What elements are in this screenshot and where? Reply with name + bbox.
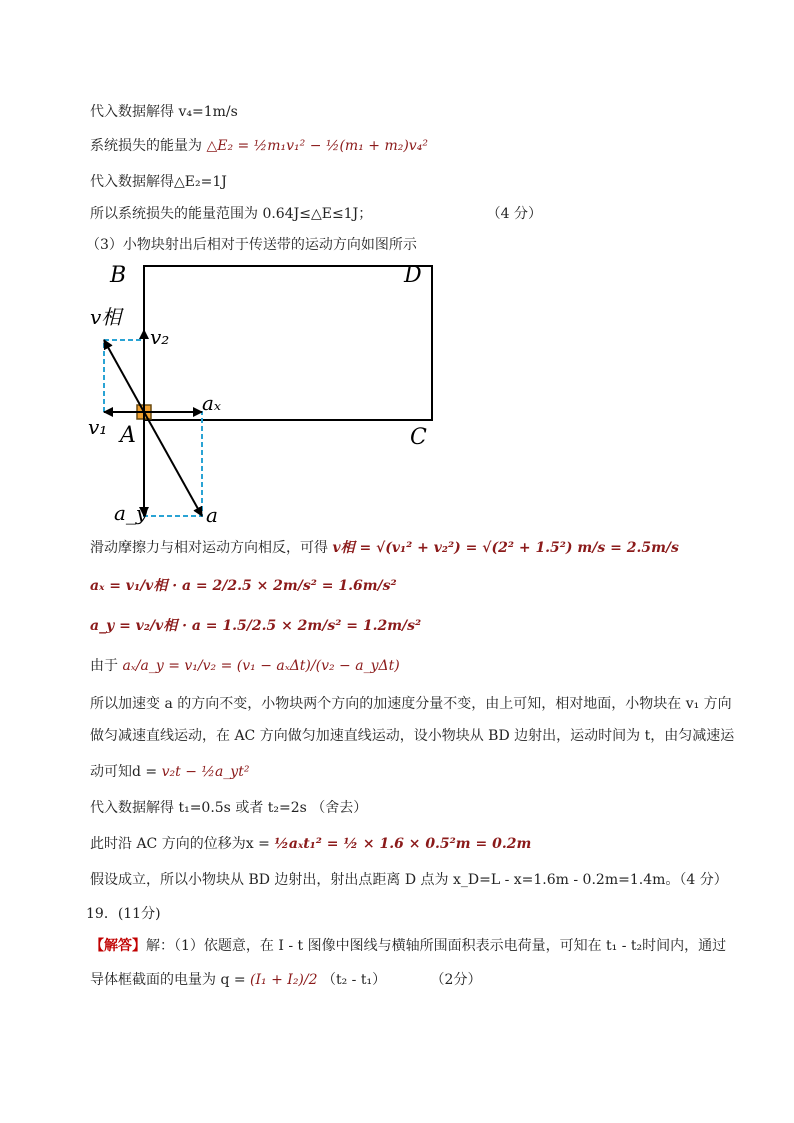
text-line-displacement-d: [90, 762, 249, 782]
a-arrow: [144, 412, 202, 516]
text-line-delta-e2: 代入数据解得△E₂=1J: [90, 174, 227, 190]
text-line-explanation-2: 做匀减速直线运动，在 AC 方向做匀加速直线运动，设小物块从 BD 边射出，运动时间为 t，由匀减速运: [90, 728, 735, 744]
label-b: B: [110, 263, 127, 288]
score-4: （4 分）: [486, 206, 543, 222]
motion-diagram: [84, 258, 444, 528]
charge-suffix: （t₂ - t₁）: [321, 972, 387, 988]
x-prefix: 此时沿 AC 方向的位移为x =: [90, 836, 270, 852]
text-line-ax: [90, 576, 397, 596]
ratio-formula: aₓ/a_y = v₁/v₂ = (v₁ − aₓΔt)/(v₂ − a_yΔt): [122, 658, 400, 674]
text-line-energy-loss: [90, 136, 428, 156]
energy-loss-label: 系统损失的能量为: [90, 138, 202, 154]
label-a-point: A: [120, 423, 136, 448]
label-d: D: [404, 263, 422, 288]
energy-loss-formula: △E₂ = ½m₁v₁² − ½(m₁ + m₂)v₄²: [206, 138, 428, 154]
label-ay: a_y: [114, 501, 148, 525]
text-line-ay: [90, 616, 421, 636]
conveyor-rectangle: [144, 266, 432, 420]
text-line-vrel: [90, 538, 679, 558]
label-a-vector: a: [206, 503, 218, 527]
text-line-v4: 代入数据解得 v₄=1m/s: [90, 104, 238, 120]
text-line-explanation-1: 所以加速变 a 的方向不变，小物块两个方向的加速度分量不变，由上可知，相对地面，小物块在 v₁ 方向: [90, 696, 732, 712]
text-line-answer-intro: [90, 936, 726, 956]
answer-intro-text: 解：（1）依题意，在 I - t 图像中图线与横轴所围面积表示电荷量，可知在 t₁ - t₂时间内，通过: [146, 938, 727, 954]
energy-range-text: 所以系统损失的能量范围为 0.64J≤△E≤1J；: [90, 206, 373, 222]
ratio-prefix: 由于: [90, 658, 118, 674]
ax-formula: aₓ = v₁/v相 · a = 2/2.5 × 2m/s² = 1.6m/s²: [90, 578, 397, 594]
x-formula: ½aₓt₁² = ½ × 1.6 × 0.5²m = 0.2m: [274, 836, 532, 852]
text-line-charge: [90, 970, 481, 990]
ay-formula: a_y = v₂/v相 · a = 1.5/2.5 × 2m/s² = 1.2m/s²: [90, 618, 422, 634]
text-line-time-solution: 代入数据解得 t₁=0.5s 或者 t₂=2s （舍去）: [90, 800, 368, 816]
d-prefix: 动可知d =: [90, 764, 158, 780]
text-line-ratio: [90, 656, 400, 676]
answer-tag: 【解答】: [90, 938, 146, 954]
text-line-part3: （3）小物块射出后相对于传送带的运动方向如图所示: [86, 237, 417, 253]
question-19-heading: 19．(11分): [86, 906, 161, 922]
label-c: C: [410, 425, 427, 450]
vrel-arrow: [104, 340, 144, 412]
label-v1: v₁: [88, 415, 108, 439]
text-line-conclusion: 假设成立，所以小物块从 BD 边射出，射出点距离 D 点为 x_D=L - x=1.6m - 0.2m=1.4m。（4 分）: [90, 872, 728, 888]
text-line-energy-range: [90, 204, 542, 224]
score-2: （2分）: [430, 972, 482, 988]
vrel-prefix: 滑动摩擦力与相对运动方向相反，可得: [90, 540, 328, 556]
label-v2: v₂: [150, 325, 170, 349]
charge-prefix: 导体框截面的电量为 q =: [90, 972, 246, 988]
vrel-formula: v相 = √(v₁² + v₂²) = √(2² + 1.5²) m/s = 2.5m/s: [332, 540, 679, 556]
d-formula: v₂t − ½a_yt²: [161, 764, 250, 780]
label-vrel: v相: [90, 305, 122, 329]
label-ax: aₓ: [202, 391, 222, 415]
text-line-x-displacement: [90, 834, 531, 854]
charge-formula: (I₁ + I₂)/2: [250, 972, 318, 988]
